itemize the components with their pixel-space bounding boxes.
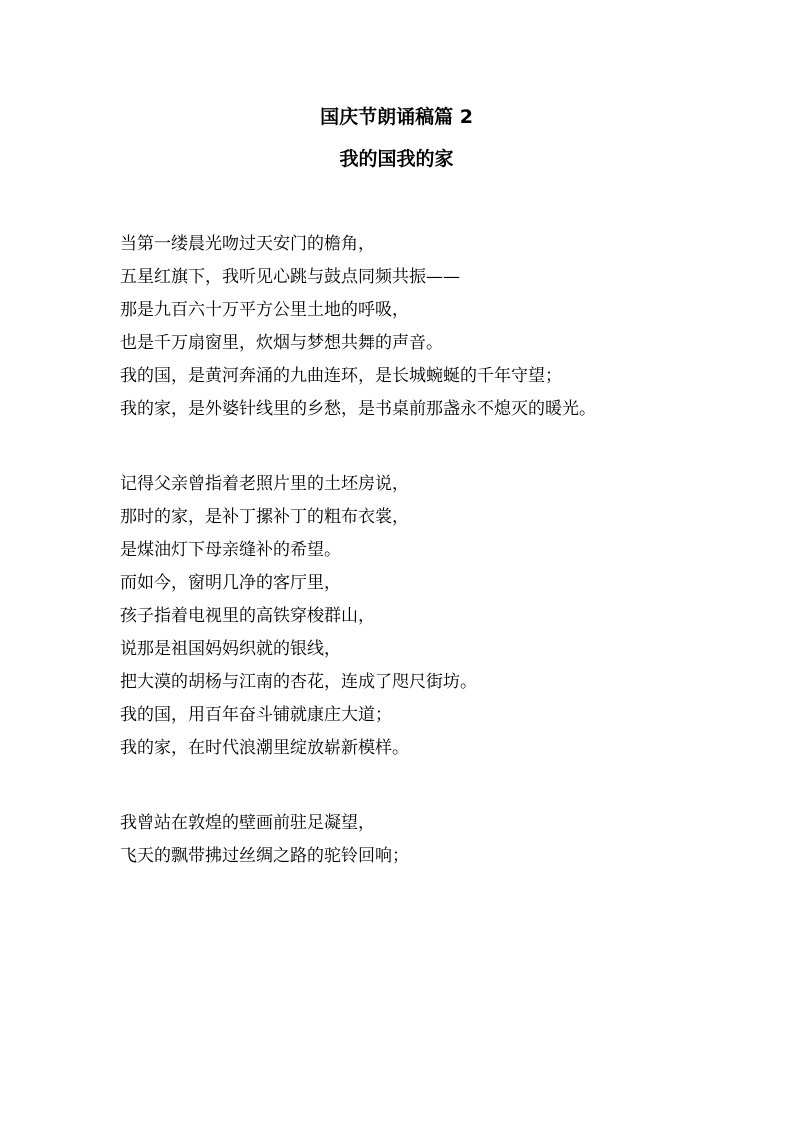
poem-line: 飞天的飘带拂过丝绸之路的驼铃回响； — [120, 846, 409, 866]
poem-line: 那时的家，是补丁摞补丁的粗布衣裳， — [120, 507, 409, 527]
poem-line: 孩子指着电视里的高铁穿梭群山， — [120, 606, 375, 626]
stanza-1 — [120, 228, 760, 426]
poem-line: 当第一缕晨光吻过天安门的檐角， — [120, 234, 375, 254]
poem-line: 而如今，窗明几净的客厅里， — [120, 573, 341, 593]
stanza-3 — [120, 807, 760, 873]
poem-line: 我的国，用百年奋斗铺就康庄大道； — [120, 705, 392, 725]
poem-line: 我的国，是黄河奔涌的九曲连环，是长城蜿蜒的千年守望； — [120, 366, 562, 386]
stanza-2 — [120, 468, 760, 765]
page-subtitle: 我的国我的家 — [339, 148, 454, 170]
poem-line: 也是千万扇窗里，炊烟与梦想共舞的声音。 — [120, 333, 443, 353]
poem-line: 记得父亲曾指着老照片里的土坯房说， — [120, 474, 409, 494]
poem-line: 我的家，是外婆针线里的乡愁，是书桌前那盏永不熄灭的暖光。 — [120, 399, 596, 419]
poem-line: 说那是祖国妈妈织就的银线， — [120, 639, 341, 659]
poem-line: 五星红旗下，我听见心跳与鼓点同频共振—— — [120, 267, 460, 287]
page-title: 国庆节朗诵稿篇 2 — [320, 106, 473, 128]
poem-line: 我的家，在时代浪潮里绽放崭新模样。 — [120, 738, 409, 758]
poem-line: 我曾站在敦煌的壁画前驻足凝望， — [120, 813, 375, 833]
poem-line: 把大漠的胡杨与江南的杏花，连成了咫尺街坊。 — [120, 672, 477, 692]
poem-line: 那是九百六十万平方公里土地的呼吸， — [120, 300, 409, 320]
poem-body — [120, 228, 760, 915]
poem-line: 是煤油灯下母亲缝补的希望。 — [120, 540, 341, 560]
